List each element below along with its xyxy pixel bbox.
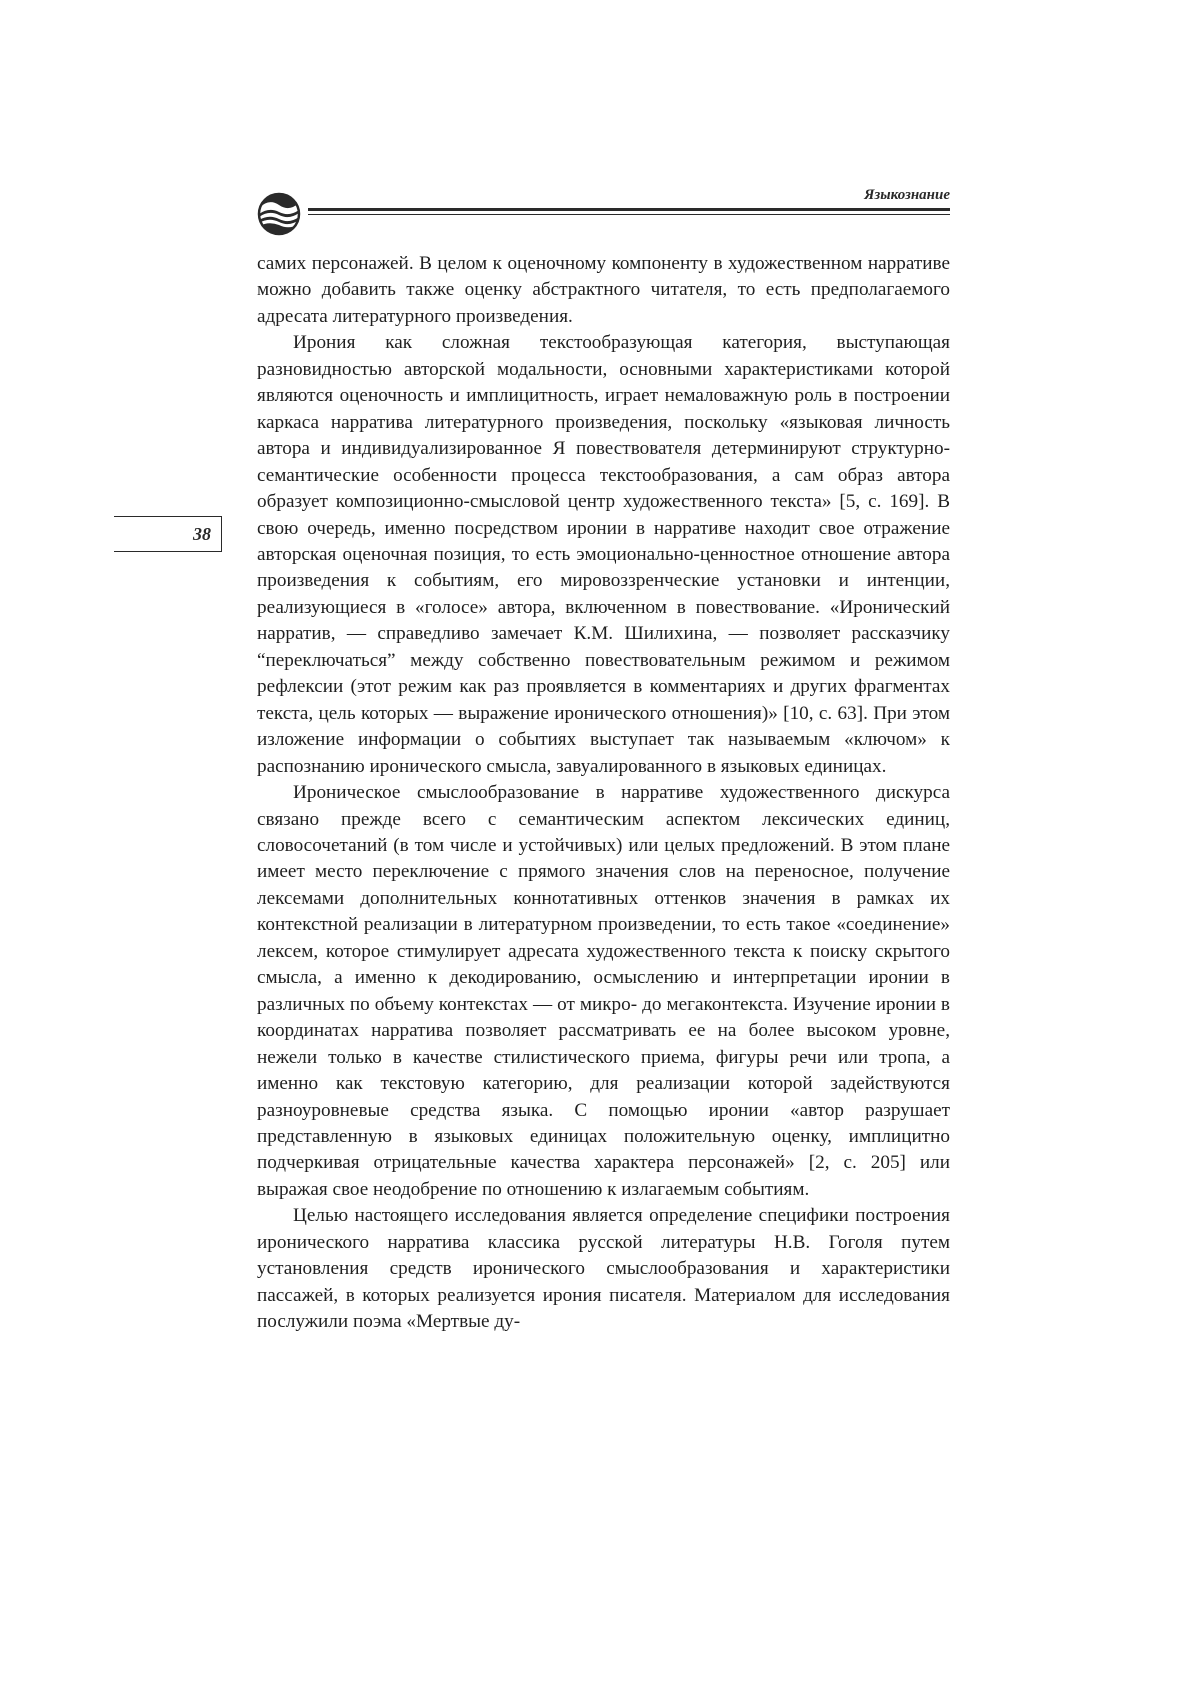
- body-text: [257, 251, 950, 1336]
- paragraph-4: Целью настоящего исследования является определение специфики построения иронического нарратива классика русской литературы Н.В. Гоголя путем установления средств иронического смыслообразования и характеристики пассажей, в которых реализуется ирония писателя. Материалом для исследования послужили поэма «Мертвые ду-: [257, 1205, 950, 1333]
- paragraph-2: Ирония как сложная текстообразующая категория, выступающая разновидностью авторской модальности, основными характеристиками которой являются оценочность и имплицитность, играет немаловажную роль в построении каркаса нарратива литературного произведения, поскольку «языковая личность автора и индивидуализированное Я повествователя детерминируют структурно-семантические особенности процесса текстообразования, а сам образ автора образует композиционно-смысловой центр художественного текста» [5, с. 169]. В свою очередь, именно посредством иронии в нарративе находит свое отражение авторская оценочная позиция, то есть эмоционально-ценностное отношение автора произведения к событиям, его мировоззренческие установки и интенции, реализующиеся в «голосе» автора, включенном в повествование. «Иронический нарратив, — справедливо замечает К.М. Шилихина, — позволяет рассказчику “переключаться” между собственно повествовательным режимом и режимом рефлексии (этот режим как раз проявляется в комментариях и других фрагментах текста, цель которых — выражение иронического отношения)» [10, с. 63]. При этом изложение информации о событиях выступает так называемым «ключом» к распознанию иронического смысла, завуалированного в языковых единицах.: [257, 332, 950, 777]
- paragraph-3: Ироническое смыслообразование в нарративе художественного дискурса связано прежде всего с семантическим аспектом лексических единиц, словосочетаний (в том числе и устойчивых) или целых предложений. В этом плане имеет место переключение с прямого значения слов на переносное, получение лексемами дополнительных коннотативных оттенков значения в рамках их контекстной реализации в литературном произведении, то есть такое «соединение» лексем, которое стимулирует адресата художественного текста к поиску скрытого смысла, а именно к декодированию, осмыслению и интерпретации иронии в различных по объему контекстах — от микро- до мегаконтекста. Изучение иронии в координатах нарратива позволяет рассматривать ее на более высоком уровне, нежели только в качестве стилистического приема, фигуры речи или тропа, а именно как текстовую категорию, для реализации которой задействуются разноуровневые средства языка. С помощью иронии «автор разрушает представленную в языковых единицах положительную оценку, имплицитно подчеркивая отрицательные качества характера персонажей» [2, с. 205] или выражая свое неодобрение по отношению к излагаемым событиям.: [257, 782, 950, 1200]
- paragraph-1: самих персонажей. В целом к оценочному компоненту в художественном нарративе можно добавить также оценку абстрактного читателя, то есть предполагаемого адресата литературного произведения.: [257, 253, 950, 327]
- page-number: 38: [193, 524, 211, 544]
- header-rule-thin: [308, 214, 950, 215]
- page-number-tab: [114, 516, 222, 552]
- running-head-section-title: Языкознание: [864, 187, 950, 203]
- journal-waves-logo: [256, 192, 302, 236]
- header-rule-thick: [308, 208, 950, 211]
